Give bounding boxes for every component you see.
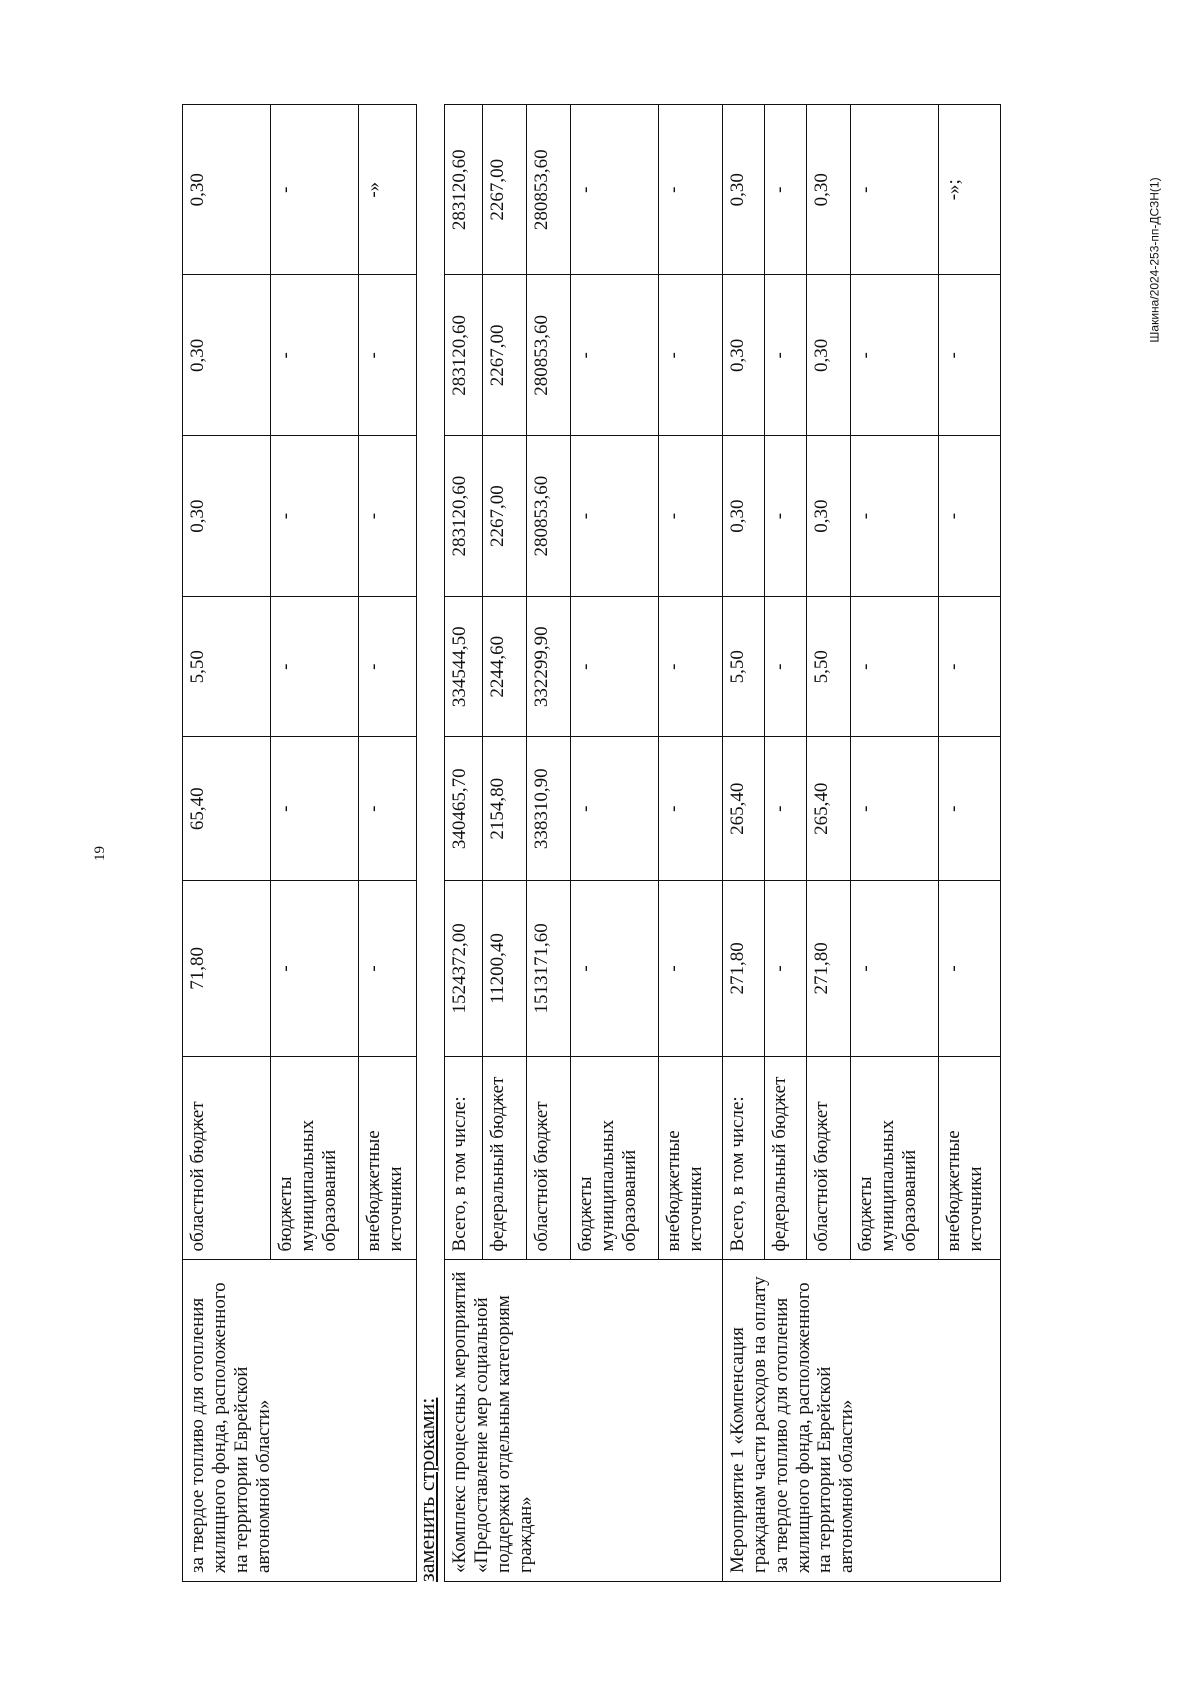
funding-source-cell: бюджеты муниципальных образований	[571, 1056, 659, 1260]
value-cell: -	[939, 881, 1001, 1057]
value-cell: 338310,90	[527, 737, 571, 881]
value-cell: -	[271, 597, 359, 737]
value-cell: 0,30	[183, 436, 271, 597]
value-cell: -	[851, 436, 939, 597]
page-number: 19	[91, 845, 108, 861]
value-cell: -	[659, 105, 723, 275]
value-cell: 0,30	[723, 436, 765, 597]
value-cell: 2244,60	[483, 597, 527, 737]
value-cell: 340465,70	[445, 737, 483, 881]
funding-source-cell: областной бюджет	[183, 1056, 271, 1260]
funding-source-cell: федеральный бюджет	[765, 1056, 807, 1260]
value-cell: -	[939, 737, 1001, 881]
value-cell: -	[659, 436, 723, 597]
top-table	[182, 104, 417, 1582]
value-cell: 334544,50	[445, 597, 483, 737]
value-cell: -	[571, 275, 659, 436]
funding-source-cell: федеральный бюджет	[483, 1056, 527, 1260]
funding-source-cell: внебюджетные источники	[359, 1056, 417, 1260]
value-cell: 280853,60	[527, 275, 571, 436]
value-cell: 5,50	[183, 597, 271, 737]
funding-source-cell: областной бюджет	[807, 1056, 851, 1260]
value-cell: -	[571, 436, 659, 597]
value-cell: -	[271, 105, 359, 275]
value-cell: 265,40	[807, 737, 851, 881]
value-cell: 0,30	[723, 105, 765, 275]
value-cell: 283120,60	[445, 275, 483, 436]
value-cell: 271,80	[723, 881, 765, 1057]
funding-source-cell: бюджеты муниципальных образований	[271, 1056, 359, 1260]
value-cell: -	[359, 275, 417, 436]
value-cell: 2267,00	[483, 275, 527, 436]
value-cell: 283120,60	[445, 105, 483, 275]
document-id: Шакина/2024-253-пп-ДСЗН(1)	[1148, 177, 1163, 343]
value-cell: 2267,00	[483, 105, 527, 275]
value-cell: 0,30	[723, 275, 765, 436]
value-cell: -	[765, 275, 807, 436]
value-cell: 1513171,60	[527, 881, 571, 1057]
value-cell: -	[939, 597, 1001, 737]
value-cell: 65,40	[183, 737, 271, 881]
value-cell: 332299,90	[527, 597, 571, 737]
program-name-cell: «Комплекс процессных мероприятий «Предоставление мер социальной поддержки отдельным категориям граждан»	[445, 1260, 723, 1582]
value-cell: -	[571, 881, 659, 1057]
value-cell: -	[659, 881, 723, 1057]
funding-source-cell: внебюджетные источники	[659, 1056, 723, 1260]
value-cell: -	[939, 436, 1001, 597]
value-cell: 280853,60	[527, 436, 571, 597]
value-cell: -	[765, 105, 807, 275]
funding-source-cell: бюджеты муниципальных образований	[851, 1056, 939, 1260]
value-cell: -	[271, 881, 359, 1057]
funding-source-cell: внебюджетные источники	[939, 1056, 1001, 1260]
value-cell: 2267,00	[483, 436, 527, 597]
value-cell: -	[939, 275, 1001, 436]
table-row	[445, 105, 483, 1582]
funding-source-cell: Всего, в том числе:	[445, 1056, 483, 1260]
value-cell: 11200,40	[483, 881, 527, 1057]
value-cell: 271,80	[807, 881, 851, 1057]
value-cell: 1524372,00	[445, 881, 483, 1057]
value-cell: -	[765, 597, 807, 737]
funding-source-cell: Всего, в том числе:	[723, 1056, 765, 1260]
value-cell: 71,80	[183, 881, 271, 1057]
value-cell: 0,30	[183, 275, 271, 436]
value-cell: -	[359, 881, 417, 1057]
measure-name-cell: Мероприятие 1 «Компенсация гражданам части расходов на оплату за твердое топливо для отопления жилищного фонда, расположенного на территории Еврейской автономной области»	[723, 1260, 1001, 1582]
value-cell: 265,40	[723, 737, 765, 881]
measure-name-cell: за твердое топливо для отопления жилищного фонда, расположенного на территории Еврейской автономной области»	[183, 1260, 417, 1582]
value-cell: 5,50	[723, 597, 765, 737]
table-row	[183, 105, 271, 1582]
value-cell: -»;	[939, 105, 1001, 275]
value-cell: -	[851, 105, 939, 275]
value-cell: -	[765, 737, 807, 881]
value-cell: 0,30	[807, 436, 851, 597]
value-cell: 280853,60	[527, 105, 571, 275]
replace-rows-heading: заменить строками:	[414, 1397, 439, 1582]
value-cell: -	[271, 737, 359, 881]
value-cell: -»	[359, 105, 417, 275]
value-cell: -	[659, 597, 723, 737]
value-cell: -	[571, 105, 659, 275]
value-cell: 0,30	[183, 105, 271, 275]
rotated-page-content	[182, 102, 1002, 1602]
value-cell: -	[271, 275, 359, 436]
value-cell: 0,30	[807, 105, 851, 275]
value-cell: -	[571, 737, 659, 881]
value-cell: -	[659, 275, 723, 436]
value-cell: 5,50	[807, 597, 851, 737]
value-cell: -	[359, 436, 417, 597]
table-row	[723, 105, 765, 1582]
value-cell: -	[659, 737, 723, 881]
value-cell: -	[765, 881, 807, 1057]
value-cell: -	[851, 881, 939, 1057]
value-cell: -	[851, 275, 939, 436]
value-cell: -	[571, 597, 659, 737]
value-cell: -	[359, 597, 417, 737]
value-cell: -	[851, 597, 939, 737]
value-cell: -	[851, 737, 939, 881]
funding-source-cell: областной бюджет	[527, 1056, 571, 1260]
value-cell: 2154,80	[483, 737, 527, 881]
value-cell: 283120,60	[445, 436, 483, 597]
value-cell: -	[765, 436, 807, 597]
value-cell: 0,30	[807, 275, 851, 436]
value-cell: -	[271, 436, 359, 597]
value-cell: -	[359, 737, 417, 881]
bottom-table	[444, 104, 1001, 1582]
